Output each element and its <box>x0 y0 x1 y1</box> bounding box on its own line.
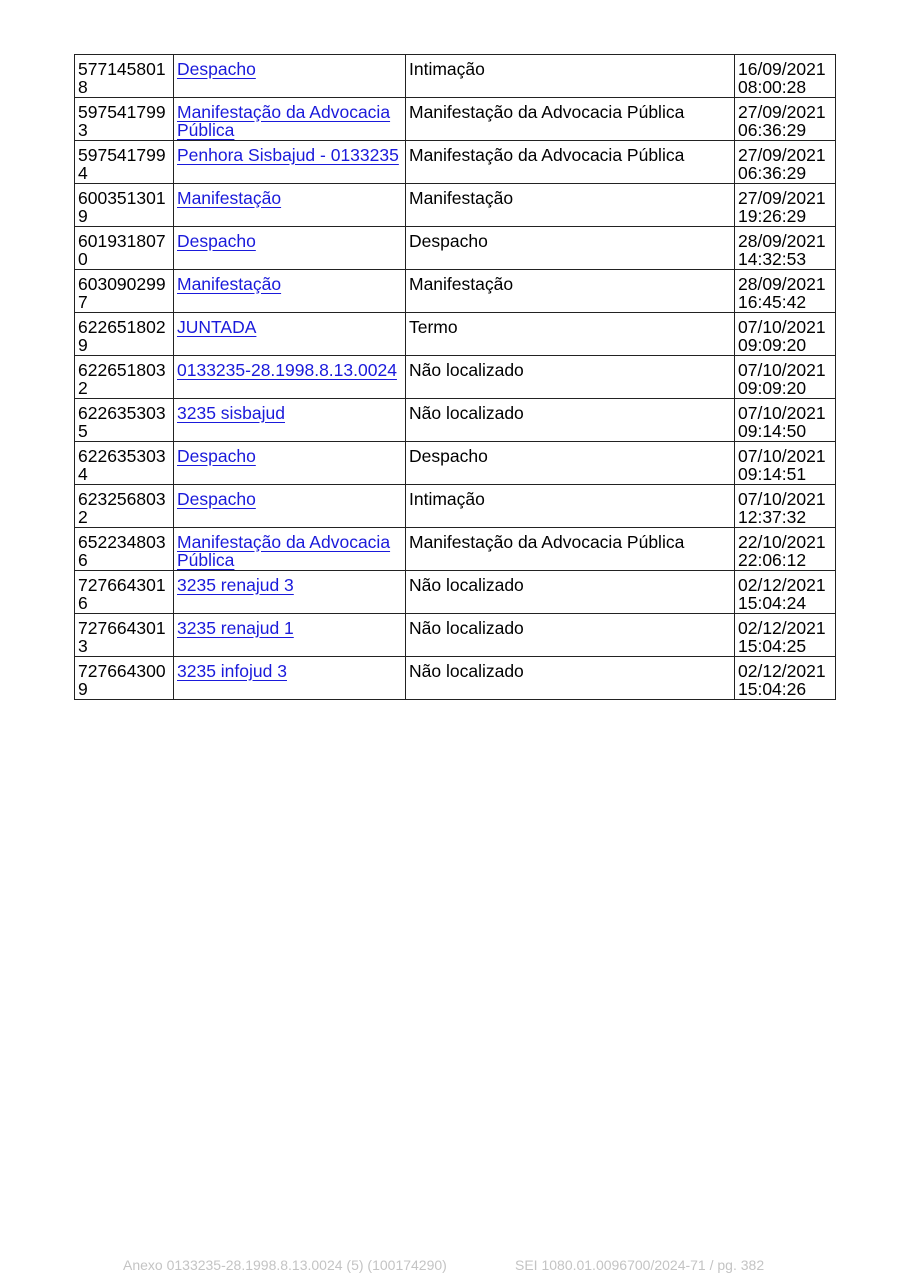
document-link[interactable]: 3235 renajud 1 <box>177 618 294 638</box>
document-time: 15:04:24 <box>738 592 807 613</box>
document-link[interactable]: JUNTADA <box>177 317 257 337</box>
document-time: 15:04:26 <box>738 678 807 699</box>
document-date: 22/10/2021 <box>738 532 826 552</box>
document-id-cell: 5771458018 <box>75 55 174 98</box>
document-link[interactable]: Manifestação da Advocacia Pública <box>177 102 391 140</box>
document-time: 14:32:53 <box>738 248 807 269</box>
document-name-cell <box>174 614 406 657</box>
table-row <box>75 98 836 141</box>
document-datetime-cell <box>735 571 836 614</box>
document-date: 07/10/2021 <box>738 403 826 423</box>
document-date: 27/09/2021 <box>738 102 826 122</box>
document-datetime-cell <box>735 313 836 356</box>
document-date: 02/12/2021 <box>738 661 826 681</box>
document-type-cell: Termo <box>406 313 735 356</box>
document-datetime-cell <box>735 141 836 184</box>
document-datetime-cell <box>735 98 836 141</box>
document-link[interactable]: Manifestação <box>177 274 282 294</box>
document-name-cell <box>174 485 406 528</box>
table-row <box>75 270 836 313</box>
document-time: 16:45:42 <box>738 291 807 312</box>
document-type-cell: Manifestação da Advocacia Pública <box>406 528 735 571</box>
document-datetime-cell <box>735 485 836 528</box>
document-date: 02/12/2021 <box>738 618 826 638</box>
document-id-cell: 6226353035 <box>75 399 174 442</box>
table-row <box>75 356 836 399</box>
document-date: 28/09/2021 <box>738 231 826 251</box>
document-type-cell: Manifestação da Advocacia Pública <box>406 98 735 141</box>
table-row <box>75 141 836 184</box>
document-id-cell: 6019318070 <box>75 227 174 270</box>
document-link[interactable]: Despacho <box>177 489 256 509</box>
document-link[interactable]: 3235 sisbajud <box>177 403 285 423</box>
document-id-cell: 6030902997 <box>75 270 174 313</box>
document-time: 09:09:20 <box>738 377 807 398</box>
documents-table-body <box>75 55 836 700</box>
document-id-cell: 6003513019 <box>75 184 174 227</box>
document-time: 22:06:12 <box>738 549 807 570</box>
document-id-cell: 5975417993 <box>75 98 174 141</box>
document-datetime-cell <box>735 528 836 571</box>
document-datetime-cell <box>735 614 836 657</box>
document-date: 02/12/2021 <box>738 575 826 595</box>
document-type-cell: Despacho <box>406 227 735 270</box>
document-datetime-cell <box>735 270 836 313</box>
footer-annex: Anexo 0133235-28.1998.8.13.0024 (5) (100174290) <box>123 1257 447 1273</box>
document-date: 27/09/2021 <box>738 145 826 165</box>
document-time: 06:36:29 <box>738 119 807 140</box>
document-name-cell <box>174 98 406 141</box>
document-link[interactable]: Despacho <box>177 446 256 466</box>
document-link[interactable]: 3235 renajud 3 <box>177 575 294 595</box>
table-row <box>75 184 836 227</box>
document-id-cell: 7276643009 <box>75 657 174 700</box>
document-date: 16/09/2021 <box>738 59 826 79</box>
document-name-cell <box>174 141 406 184</box>
document-time: 19:26:29 <box>738 205 807 226</box>
document-link[interactable]: 0133235-28.1998.8.13.0024 <box>177 360 397 380</box>
document-time: 09:09:20 <box>738 334 807 355</box>
document-type-cell: Intimação <box>406 485 735 528</box>
document-datetime-cell <box>735 442 836 485</box>
document-link[interactable]: Manifestação <box>177 188 282 208</box>
footer-sei-page: SEI 1080.01.0096700/2024-71 / pg. 382 <box>515 1257 765 1273</box>
document-type-cell: Não localizado <box>406 571 735 614</box>
document-type-cell: Manifestação da Advocacia Pública <box>406 141 735 184</box>
document-name-cell <box>174 227 406 270</box>
table-row <box>75 657 836 700</box>
document-datetime-cell <box>735 184 836 227</box>
document-type-cell: Manifestação <box>406 270 735 313</box>
document-datetime-cell <box>735 227 836 270</box>
table-row <box>75 485 836 528</box>
document-id-cell: 6232568032 <box>75 485 174 528</box>
document-date: 07/10/2021 <box>738 446 826 466</box>
document-link[interactable]: Despacho <box>177 59 256 79</box>
document-name-cell <box>174 528 406 571</box>
document-time: 09:14:50 <box>738 420 807 441</box>
document-id-cell: 6226353034 <box>75 442 174 485</box>
document-date: 07/10/2021 <box>738 317 826 337</box>
document-type-cell: Manifestação <box>406 184 735 227</box>
documents-table <box>74 54 836 700</box>
table-row <box>75 614 836 657</box>
document-type-cell: Despacho <box>406 442 735 485</box>
document-id-cell: 7276643013 <box>75 614 174 657</box>
table-row <box>75 571 836 614</box>
document-link[interactable]: Penhora Sisbajud - 0133235 <box>177 145 399 165</box>
document-link[interactable]: 3235 infojud 3 <box>177 661 287 681</box>
table-row <box>75 55 836 98</box>
document-name-cell <box>174 571 406 614</box>
document-id-cell: 6522348036 <box>75 528 174 571</box>
document-id-cell: 6226518032 <box>75 356 174 399</box>
document-name-cell <box>174 313 406 356</box>
document-name-cell <box>174 356 406 399</box>
table-row <box>75 227 836 270</box>
document-type-cell: Não localizado <box>406 614 735 657</box>
document-id-cell: 6226518029 <box>75 313 174 356</box>
table-row <box>75 442 836 485</box>
document-date: 07/10/2021 <box>738 360 826 380</box>
document-link[interactable]: Manifestação da Advocacia Pública <box>177 532 391 570</box>
table-row <box>75 313 836 356</box>
document-type-cell: Não localizado <box>406 356 735 399</box>
document-time: 09:14:51 <box>738 463 807 484</box>
document-name-cell <box>174 657 406 700</box>
document-id-cell: 7276643016 <box>75 571 174 614</box>
document-datetime-cell <box>735 657 836 700</box>
document-type-cell: Não localizado <box>406 399 735 442</box>
document-name-cell <box>174 442 406 485</box>
document-time: 06:36:29 <box>738 162 807 183</box>
document-name-cell <box>174 184 406 227</box>
table-row <box>75 528 836 571</box>
document-date: 07/10/2021 <box>738 489 826 509</box>
document-id-cell: 5975417994 <box>75 141 174 184</box>
document-datetime-cell <box>735 55 836 98</box>
table-row <box>75 399 836 442</box>
document-time: 12:37:32 <box>738 506 807 527</box>
document-name-cell <box>174 399 406 442</box>
document-name-cell <box>174 270 406 313</box>
document-type-cell: Intimação <box>406 55 735 98</box>
document-date: 27/09/2021 <box>738 188 826 208</box>
document-datetime-cell <box>735 399 836 442</box>
document-link[interactable]: Despacho <box>177 231 256 251</box>
document-type-cell: Não localizado <box>406 657 735 700</box>
document-time: 08:00:28 <box>738 76 807 97</box>
document-date: 28/09/2021 <box>738 274 826 294</box>
document-time: 15:04:25 <box>738 635 807 656</box>
document-name-cell <box>174 55 406 98</box>
document-datetime-cell <box>735 356 836 399</box>
